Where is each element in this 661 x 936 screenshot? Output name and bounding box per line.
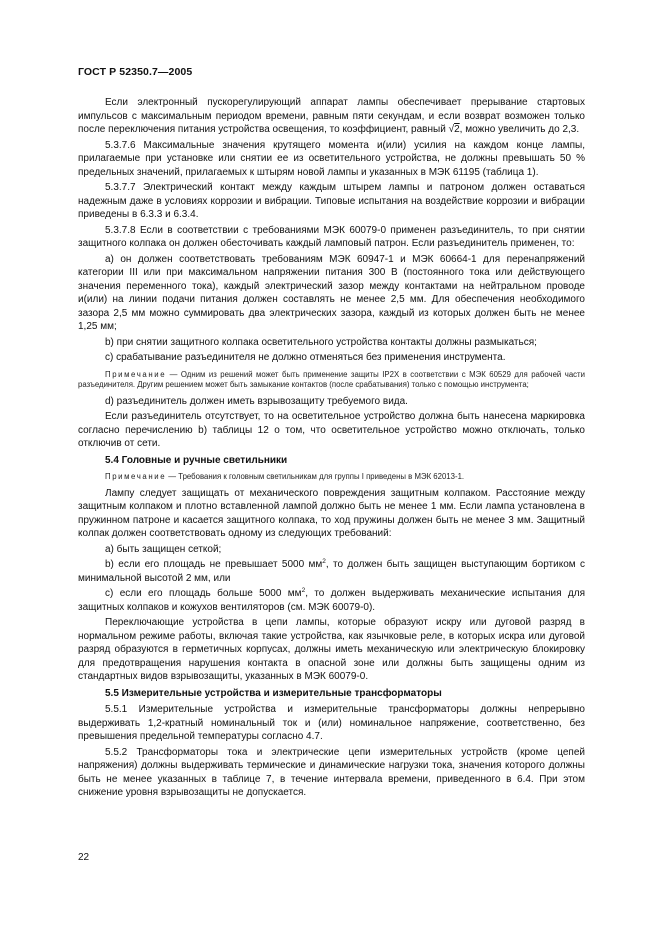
paragraph-switching-devices: Переключающие устройства в цепи лампы, которые образуют искру или дуговой разряд в нормальном режиме работы, включая такие устройства, как язычковые реле, в которых искра или дуговой разряд образуются в герметичных корпусах, должны иметь механическую или электрическую блокировку для предотвращения нарушения контакта в опасной зоне или должны быть защищены одним из стандартных видов взрывозащиты, указанных в МЭК 60079-0.: [78, 617, 585, 683]
paragraph-5-5-2: 5.5.2 Трансформаторы тока и электрические цепи измерительных устройств (кроме цепей напряжения) должны выдерживать термические и динамические нагрузки тока, значения которого должны быть не менее указанных в таблице 7, в течение интервала времени, приведенного в 6.4. При этом снижение уровня взрывозащиты не допускается.: [78, 746, 585, 799]
paragraph-5-3-7-7: 5.3.7.7 Электрический контакт между каждым штырем лампы и патроном должен оставаться надежным даже в условиях коррозии и вибрации. Типовые испытания на воздействие коррозии и вибрации приведены в 6.3.3 и 6.3.4.: [78, 182, 585, 220]
paragraph-ballast-restart: Если электронный пускорегулирующий аппарат лампы обеспечивает прерывание стартовых импульсов с максимальным периодом времени, равным пяти секундам, и если возврат возможен только после переключения питания устройства освещения, то коэффициент, равный √2, можно увеличить до 2,3.: [78, 97, 585, 135]
paragraph-no-disconnector: Если разъединитель отсутствует, то на осветительное устройство должна быть нанесена маркировка согласно перечислению b) таблицы 12 о том, что осветительное устройство можно отключать, только отключив от сети.: [78, 411, 585, 450]
list-item-area-small: b) если его площадь не превышает 5000 $мм^2$, то должен быть защищен выступающим бортиком с минимальной высотой 2 мм, или: [78, 558, 585, 584]
page-number: 22: [78, 852, 90, 863]
sqrt-expression: √2: [448, 124, 460, 135]
note-head-lamps: Примечание — Требования к головным светильникам для группы I приведены в МЭК 62013-1.: [105, 472, 465, 482]
list-item-c: c) срабатывание разъединителя не должно отменяться без применения инструмента.: [105, 352, 506, 363]
paragraph-5-3-7-6: 5.3.7.6 Максимальные значения крутящего момента и(или) усилия на каждом конце лампы, прилагаемые при установке или снятии ее из осветительного устройства, не должны превышать 50 % предельных значений, прилагаемых к штырям новой лампы и указанных в МЭК 61195 (таблица 1).: [78, 139, 585, 178]
document-header: ГОСТ Р 52350.7—2005: [78, 66, 193, 78]
section-heading-5-5: 5.5 Измерительные устройства и измерительные трансформаторы: [105, 687, 442, 699]
list-item-b: b) при снятии защитного колпака осветительного устройства контакты должны размыкаться;: [105, 336, 537, 348]
section-heading-5-4: 5.4 Головные и ручные светильники: [105, 454, 288, 466]
list-item-area-large: c) если его площадь больше 5000 $мм^2$, то должен выдерживать механические испытания для защитных колпаков и кожухов вентиляторов (см. МЭК 60079-0).: [78, 587, 585, 613]
paragraph-5-3-7-8: 5.3.7.8 Если в соответствии с требованиями МЭК 60079-0 применен разъединитель, то при снятии защитного колпака он должен обесточивать каждый ламповый патрон. Если разъединитель применен, то:: [78, 224, 585, 249]
list-item-a: а) он должен соответствовать требованиям МЭК 60947-1 и МЭК 60664-1 для перенапряжений категории III или при максимальном напряжении питания 300 В (постоянного тока или действующего значения переменного тока), каждый электрический зазор между контактами на нейтральном проводе и(или) на линии подачи питания должен составлять не менее 2,5 мм. Для обеспечения необходимого зазора 2,5 мм можно суммировать два электрических зазора, каждый из которых должен быть не менее 1,25 мм;: [78, 253, 585, 332]
document-body: [78, 96, 585, 800]
list-item-d: d) разъединитель должен иметь взрывозащиту требуемого вида.: [105, 395, 408, 407]
paragraph-5-5-1: 5.5.1 Измерительные устройства и измерительные трансформаторы должны непрерывно выдерживать 1,2-кратный номинальный ток и (или) номинальное напряжение, соответственно, без превышения предельной температуры согласно 4.7.: [78, 704, 585, 743]
list-item-mesh: а) быть защищен сеткой;: [105, 543, 222, 555]
paragraph-lamp-protection: Лампу следует защищать от механического повреждения защитным колпаком. Расстояние между защитным колпаком и плотно вставленной лампой должно быть не менее 1 мм. Если лампа установлена в пружинном патроне и касается защитного колпака, то ход пружины должен быть не менее 3 мм. Защитный колпак должен соответствовать одному из следующих требований:: [78, 487, 585, 540]
note-disconnector: Примечание — Одним из решений может быть применение защиты IP2X в соответствии с МЭК 60529 для рабочей части разъединителя. Другим решением может быть замыкание контактов (после срабатывания) только с помощью инструмента;: [78, 369, 585, 390]
